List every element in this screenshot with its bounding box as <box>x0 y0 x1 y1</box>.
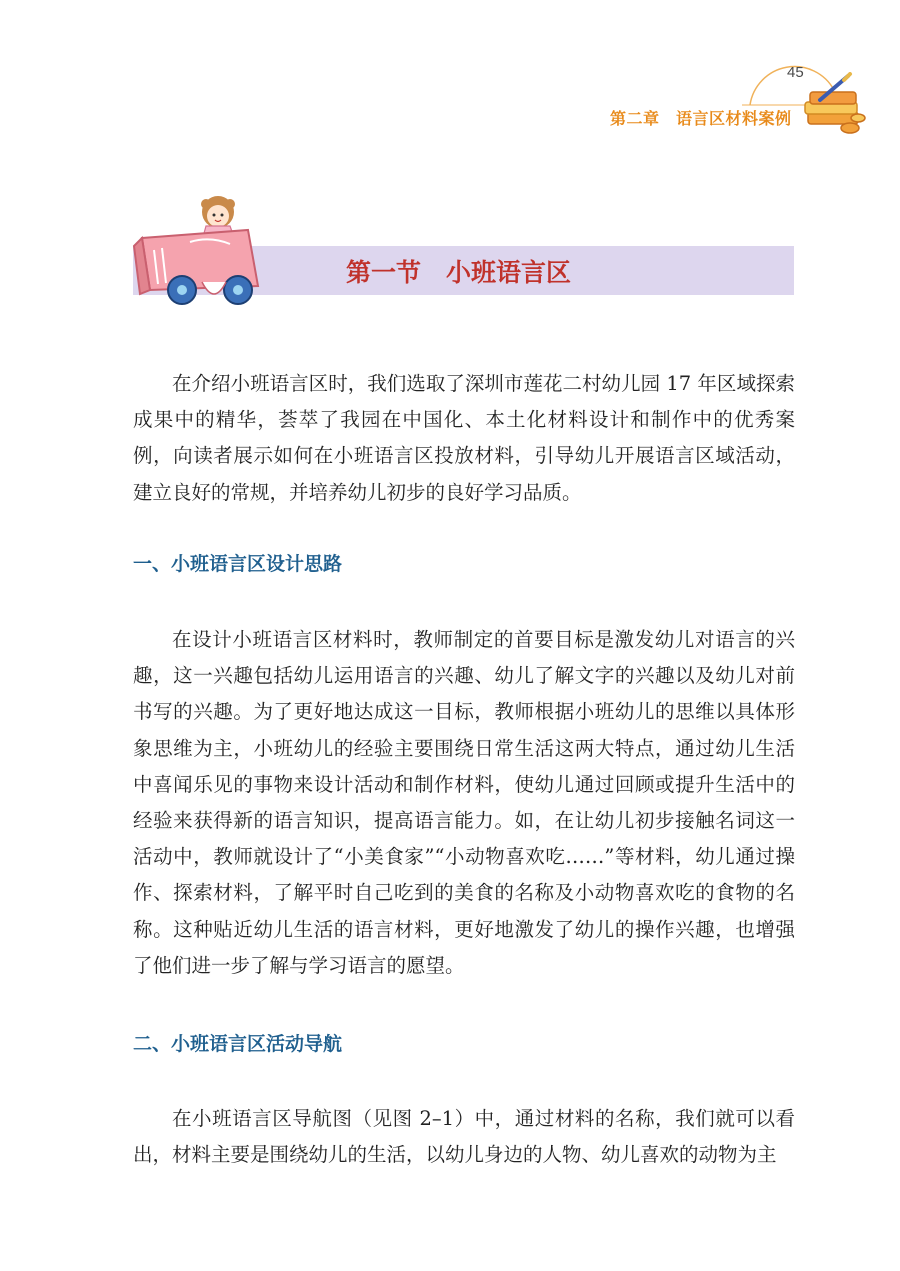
chapter-title: 第二章 语言区材料案例 <box>610 109 792 128</box>
girl-in-book-car-illustration <box>130 190 265 320</box>
section-title: 第一节 小班语言区 <box>346 258 572 287</box>
heading-activity-navigation: 二、小班语言区活动导航 <box>133 1033 343 1055</box>
activity-navigation-paragraph: 在小班语言区导航图（见图 2–1）中，通过材料的名称，我们就可以看出，材料主要是围绕幼儿的生活，以幼儿身边的人物、幼儿喜欢的动物为主 <box>133 1107 795 1167</box>
intro-paragraph: 在介绍小班语言区时，我们选取了深圳市莲花二村幼儿园 17 年区域探索成果中的精华，荟萃了我园在中国化、本土化材料设计和制作中的优秀案例，向读者展示如何在小班语言区投放材料，引导幼儿开展语言区域活动，建立良好的常规，并培养幼儿初步的良好学习品质。 <box>133 372 795 504</box>
page-number: 45 <box>787 64 804 81</box>
design-ideas-paragraph: 在设计小班语言区材料时，教师制定的首要目标是激发幼儿对语言的兴趣，这一兴趣包括幼儿运用语言的兴趣、幼儿了解文字的兴趣以及幼儿对前书写的兴趣。为了更好地达成这一目标，教师根据小班幼儿的思维以具体形象思维为主，小班幼儿的经验主要围绕日常生活这两大特点，通过幼儿生活中喜闻乐见的事物来设计活动和制作材料，使幼儿通过回顾或提升生活中的经验来获得新的语言知识，提高语言能力。如，在让幼儿初步接触名词这一活动中，教师就设计了“小美食家”“小动物喜欢吃……”等材料，幼儿通过操作、探索材料，了解平时自己吃到的美食的名称及小动物喜欢吃的食物的名称。这种贴近幼儿生活的语言材料，更好地激发了幼儿的操作兴趣，也增强了他们进一步了解与学习语言的愿望。 <box>133 628 795 977</box>
heading-design-ideas: 一、小班语言区设计思路 <box>133 553 343 575</box>
books-pen-icon <box>800 72 870 142</box>
